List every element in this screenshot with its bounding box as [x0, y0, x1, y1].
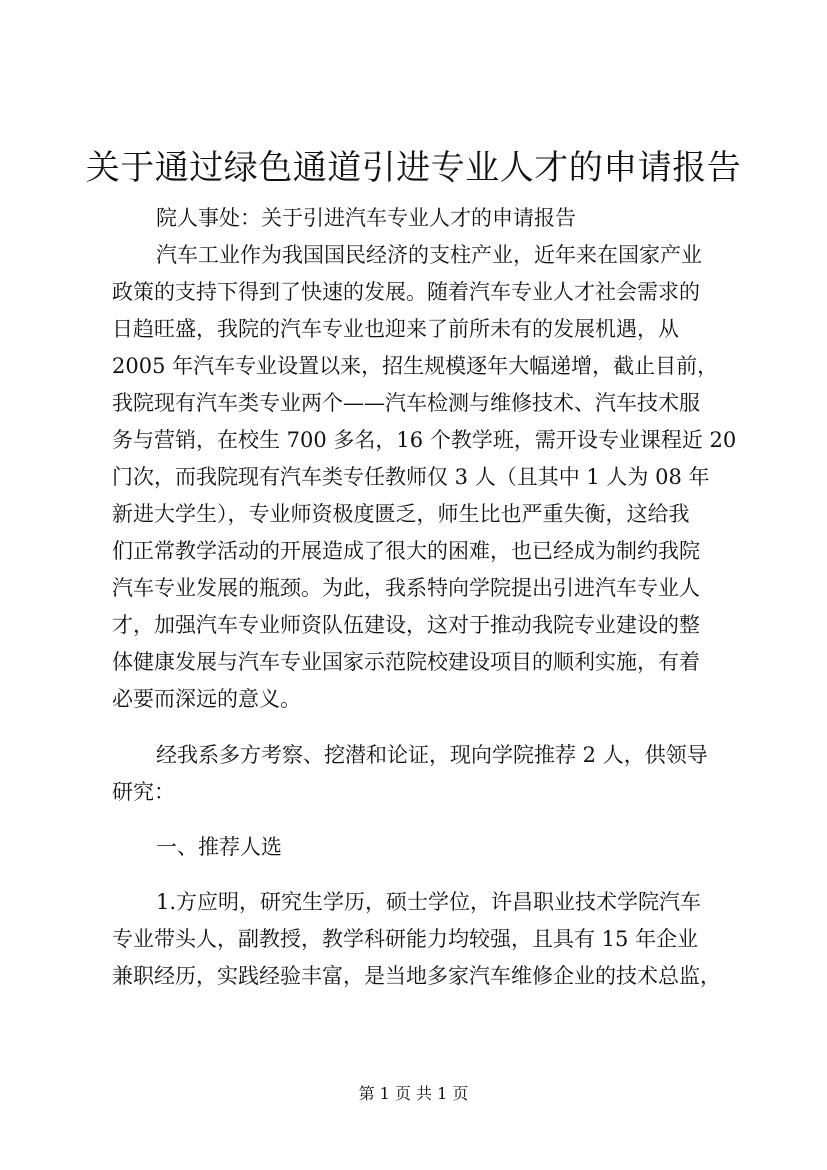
- body-line-2: 汽车工业作为我国国民经济的支柱产业，近年来在国家产业: [156, 243, 702, 267]
- body-line-20: 兼职经历，实践经验丰富，是当地多家汽车维修企业的技术总监，: [112, 964, 721, 988]
- body-line-11: 汽车专业发展的瓶颈。为此，我系特向学院提出引进汽车专业人: [112, 576, 700, 600]
- body-line-19: 专业带头人，副教授，教学科研能力均较强，且具有 15 年企业: [112, 927, 699, 951]
- body-line-9: 新进大学生），专业师资极度匮乏，师生比也严重失衡，这给我: [112, 502, 690, 526]
- body-line-15: 经我系多方考察、挖潜和论证，现向学院推荐 2 人，供领导: [156, 743, 708, 767]
- body-line-3: 政策的支持下得到了快速的发展。随着汽车专业人才社会需求的: [112, 280, 700, 304]
- body-line-7: 务与营销，在校生 700 多名，16 个教学班，需开设专业课程近 20: [112, 428, 737, 452]
- body-line-16: 研究：: [112, 780, 175, 804]
- body-line-13: 体健康发展与汽车专业国家示范院校建设项目的顺利实施，有着: [112, 650, 700, 674]
- body-line-18: 1.方应明，研究生学历，硕士学位，许昌职业技术学院汽车: [156, 890, 702, 914]
- document-title: 关于通过绿色通道引进专业人才的申请报告: [85, 148, 742, 188]
- page-footer: 第 1 页 共 1 页: [358, 1084, 469, 1103]
- body-line-6: 我院现有汽车类专业两个——汽车检测与维修技术、汽车技术服: [112, 391, 700, 415]
- body-line-8: 门次，而我院现有汽车类专任教师仅 3 人（且其中 1 人为 08 年: [112, 465, 710, 489]
- body-line-5: 2005 年汽车专业设置以来，招生规模逐年大幅递增，截止目前，: [112, 354, 719, 378]
- body-line-10: 们正常教学活动的开展造成了很大的困难，也已经成为制约我院: [112, 539, 700, 563]
- body-line-1: 院人事处：关于引进汽车专业人才的申请报告: [156, 206, 576, 230]
- body-line-14: 必要而深远的意义。: [112, 687, 301, 711]
- body-line-12: 才，加强汽车专业师资队伍建设，这对于推动我院专业建设的整: [112, 613, 700, 637]
- section-heading: 一、推荐人选: [156, 835, 282, 859]
- body-line-4: 日趋旺盛，我院的汽车专业也迎来了前所未有的发展机遇，从: [112, 317, 679, 341]
